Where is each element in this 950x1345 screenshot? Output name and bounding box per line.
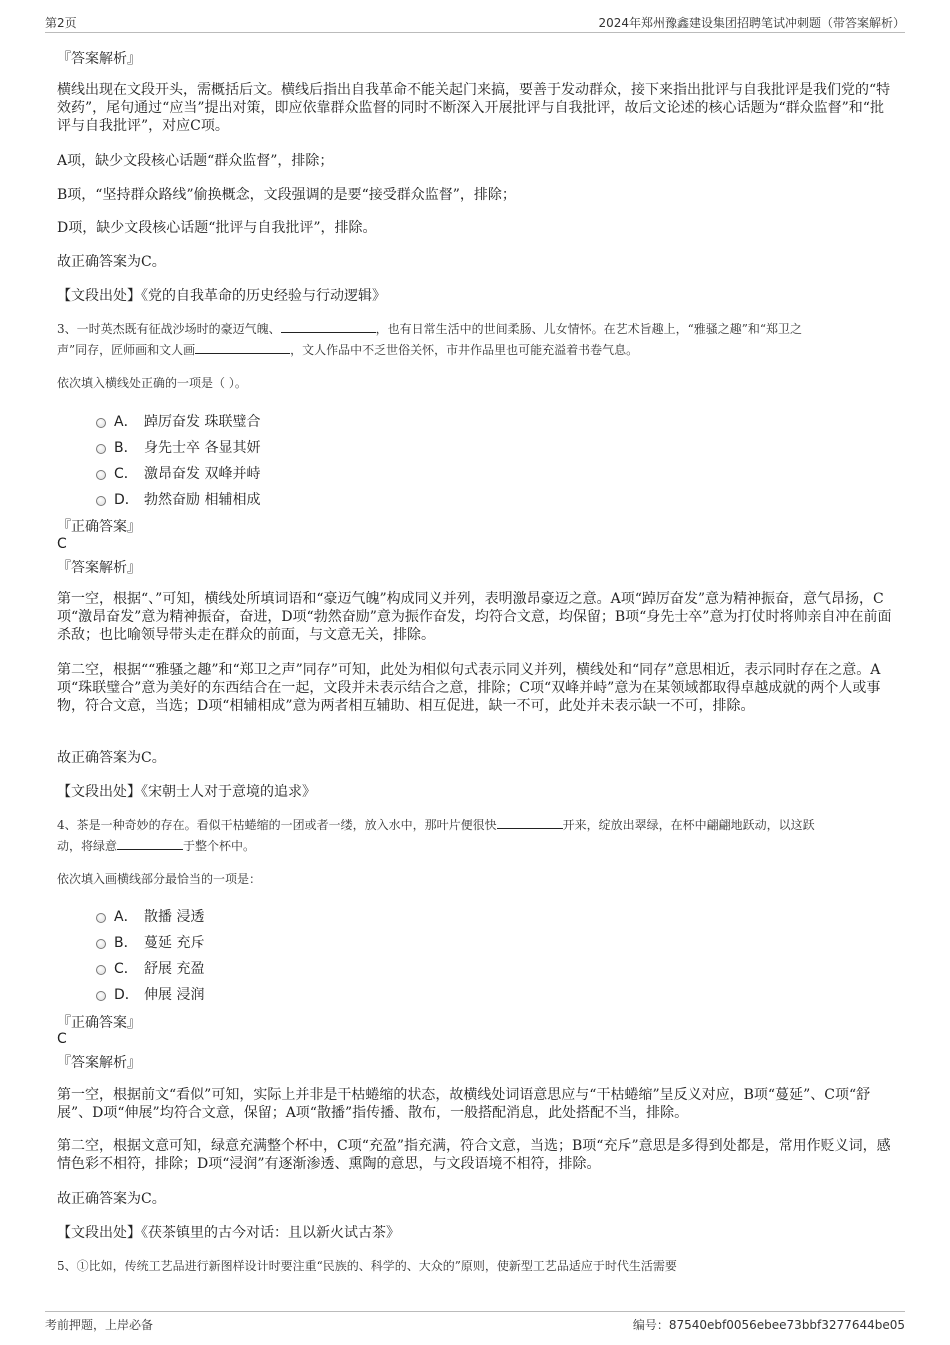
option-text: 散播 浸透 bbox=[144, 909, 205, 925]
s2-option-a-note: A项，缺少文段核心话题“群众监督”，排除； bbox=[57, 153, 334, 169]
q4-analysis-2: 第二空，根据文意可知，绿意充满整个杯中，C项“充盈”指充满，符合文意，当选；B项“充斥”意思是多得到处都是，常用作贬义词，感情色彩不相符，排除；D项“浸润”有逐渐渗透、熏陶的意思，与文段语境不相符，排除。 bbox=[57, 1138, 891, 1172]
q4-stem-part: 开来，绽放出翠绿，在杯中翩翩地跃动，以这跃 bbox=[562, 818, 815, 832]
footer-code bbox=[633, 1316, 905, 1333]
page-number: 第2页 bbox=[45, 16, 77, 30]
q3-prompt: 依次填入横线处正确的一项是（ ）。 bbox=[57, 376, 247, 390]
q4-analysis-1: 第一空，根据前文“看似”可知，实际上并非是干枯蜷缩的状态，故横线处词语意思应与“干枯蜷缩”呈反义对应，B项“蔓延”、C项“舒展”、D项“伸展”均符合文意，保留；A项“散播”指传播、散布，一般搭配消息，此处搭配不当，排除。 bbox=[57, 1087, 871, 1121]
q5-stem: 5、①比如，传统工艺品进行新图样设计时要注重“民族的、科学的、大众的”原则，使新型工艺品适应于时代生活需要 bbox=[57, 1259, 677, 1273]
q4-stem bbox=[57, 815, 895, 857]
s2-final-answer: 故正确答案为C。 bbox=[57, 254, 166, 270]
analysis-label: 『答案解析』 bbox=[57, 560, 141, 576]
q3-option-a[interactable] bbox=[96, 411, 396, 431]
radio-icon[interactable] bbox=[96, 939, 106, 949]
radio-icon[interactable] bbox=[96, 913, 106, 923]
option-key: A． bbox=[114, 909, 138, 925]
q4-stem-part: 4、茶是一种奇妙的存在。看似干枯蜷缩的一团或者一缕，放入水中，那叶片便很快 bbox=[57, 818, 497, 832]
q3-stem-part: ，文人作品中不乏世俗关怀，市井作品里也可能充溢着书卷气息。 bbox=[290, 343, 639, 357]
q3-option-d[interactable] bbox=[96, 489, 396, 509]
q3-stem-part: 3、一时英杰既有征战沙场时的豪迈气魄、 bbox=[57, 322, 281, 336]
option-text: 舒展 充盈 bbox=[144, 961, 205, 977]
option-text: 踔厉奋发 珠联璧合 bbox=[144, 414, 261, 430]
option-key: B． bbox=[114, 935, 138, 951]
analysis-label: 『答案解析』 bbox=[57, 51, 141, 67]
footer-code-label: 编号： bbox=[632, 1318, 669, 1332]
radio-icon[interactable] bbox=[96, 991, 106, 1001]
q3-source: 【文段出处】《宋朝士人对于意境的追求》 bbox=[57, 784, 316, 800]
q3-final-answer: 故正确答案为C。 bbox=[57, 750, 166, 766]
q3-answer: C bbox=[57, 536, 67, 552]
footer-slogan: 考前押题，上岸必备 bbox=[45, 1318, 154, 1332]
analysis-label: 『答案解析』 bbox=[57, 1055, 141, 1071]
correct-answer-label: 『正确答案』 bbox=[57, 1015, 141, 1031]
option-key: C． bbox=[114, 466, 138, 482]
option-text: 蔓延 充斥 bbox=[144, 935, 205, 951]
q4-option-b[interactable] bbox=[96, 932, 396, 952]
q4-option-d[interactable] bbox=[96, 984, 396, 1004]
s2-source: 【文段出处】《党的自我革命的历史经验与行动逻辑》 bbox=[57, 288, 386, 304]
radio-icon[interactable] bbox=[96, 965, 106, 975]
option-key: C． bbox=[114, 961, 138, 977]
q4-blank-2 bbox=[117, 836, 183, 850]
s2-analysis-paragraph: 横线出现在文段开头，需概括后文。横线后指出自我革命不能关起门来搞，要善于发动群众，接下来指出批评与自我批评是我们党的“特效药”，尾句通过“应当”提出对策，即应依靠群众监督的同时不断深入开展批评与自我批评，故后文论述的核心话题为“群众监督”和“批评与自我批评”，对应C项。 bbox=[57, 82, 891, 134]
option-text: 勃然奋励 相辅相成 bbox=[144, 492, 261, 508]
option-text: 激昂奋发 双峰并峙 bbox=[144, 466, 261, 482]
q3-option-b[interactable] bbox=[96, 437, 396, 457]
q3-blank-1 bbox=[281, 319, 376, 333]
option-key: D． bbox=[114, 492, 139, 508]
radio-icon[interactable] bbox=[96, 444, 106, 454]
q4-prompt: 依次填入画横线部分最恰当的一项是： bbox=[57, 872, 262, 886]
page-footer bbox=[45, 1311, 905, 1335]
q4-option-a[interactable] bbox=[96, 906, 396, 926]
q3-option-c[interactable] bbox=[96, 463, 396, 483]
footer-code-value: 87540ebf0056ebee73bbf3277644be05 bbox=[668, 1318, 905, 1332]
option-text: 身先士卒 各显其妍 bbox=[144, 440, 261, 456]
q4-blank-1 bbox=[497, 815, 563, 829]
page-header bbox=[45, 12, 905, 33]
s2-option-d-note: D项，缺少文段核心话题“批评与自我批评”，排除。 bbox=[57, 220, 377, 236]
option-key: B． bbox=[114, 440, 138, 456]
q4-option-c[interactable] bbox=[96, 958, 396, 978]
s2-option-b-note: B项，“坚持群众路线”偷换概念，文段强调的是要“接受群众监督”，排除； bbox=[57, 187, 516, 203]
document-title: 2024年郑州豫鑫建设集团招聘笔试冲刺题（带答案解析） bbox=[598, 16, 905, 30]
option-text: 伸展 浸润 bbox=[144, 987, 205, 1003]
q4-answer: C bbox=[57, 1031, 67, 1047]
radio-icon[interactable] bbox=[96, 496, 106, 506]
correct-answer-label: 『正确答案』 bbox=[57, 519, 141, 535]
q4-stem-part: 于整个杯中。 bbox=[183, 839, 256, 853]
q3-stem-part: 声”同存，匠师画和文人画 bbox=[57, 343, 196, 357]
option-key: A． bbox=[114, 414, 138, 430]
q3-analysis-1: 第一空，根据“、”可知，横线处所填词语和“豪迈气魄”构成同义并列，表明激昂豪迈之意。A项“踔厉奋发”意为精神振奋，意气昂扬，C项“激昂奋发”意为精神振奋，奋进，D项“勃然奋励”意为振作奋发，均符合文意，均保留；B项“身先士卒”意为打仗时将帅亲自冲在前面杀敌；也比喻领导带头走在群众的前面，与文意无关，排除。 bbox=[57, 591, 892, 643]
q4-source: 【文段出处】《茯茶镇里的古今对话：且以新火试古茶》 bbox=[57, 1225, 400, 1241]
option-key: D． bbox=[114, 987, 139, 1003]
q3-stem-part: ，也有日常生活中的世间柔肠、儿女情怀。在艺术旨趣上，“雅骚之趣”和“郑卫之 bbox=[375, 322, 803, 336]
q3-blank-2 bbox=[195, 340, 290, 354]
q4-stem-part: 动，将绿意 bbox=[57, 839, 118, 853]
radio-icon[interactable] bbox=[96, 470, 106, 480]
q3-stem bbox=[57, 319, 895, 361]
radio-icon[interactable] bbox=[96, 418, 106, 428]
q3-analysis-2: 第二空，根据““雅骚之趣”和“郑卫之声”同存”可知，此处为相似句式表示同义并列，横线处和“同存”意思相近，表示同时存在之意。A项“珠联璧合”意为美好的东西结合在一起，文段并未表示结合之意，排除；C项“双峰并峙”意为在某领域都取得卓越成就的两个人或事物，符合文意，当选；D项“相辅相成”意为两者相互辅助、相互促进，缺一不可，此处并未表示缺一不可，排除。 bbox=[57, 662, 881, 714]
q4-final-answer: 故正确答案为C。 bbox=[57, 1191, 166, 1207]
